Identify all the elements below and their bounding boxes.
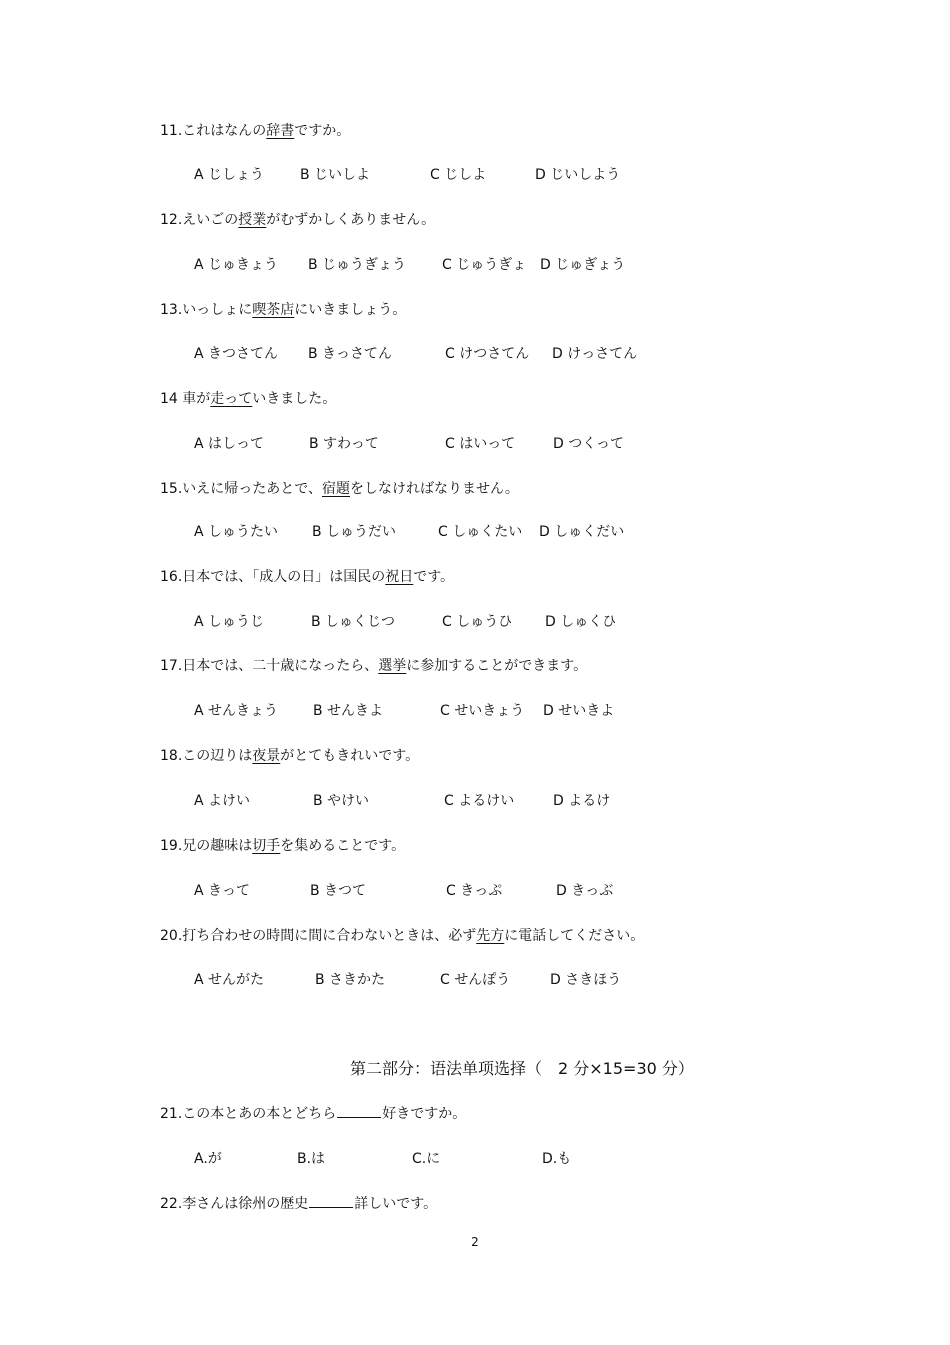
- option-d: D よるけ: [553, 793, 611, 809]
- question-text: に電話してください。: [504, 928, 645, 944]
- answer-blank: [309, 1193, 353, 1208]
- option-b: B しゅうだい: [312, 524, 397, 540]
- question-14: [160, 389, 336, 409]
- question-text: をしなければなりません。: [349, 481, 519, 497]
- option-c: C せんぽう: [440, 972, 511, 988]
- option-d: D.も: [542, 1151, 572, 1167]
- option-b: B きっさてん: [308, 346, 393, 362]
- question-17: [160, 656, 587, 676]
- option-a: A じゅきょう: [194, 257, 279, 273]
- question-text: にいきましょう。: [294, 302, 407, 318]
- underlined-word: 喫茶店: [252, 302, 295, 318]
- option-b: B.は: [297, 1151, 326, 1167]
- answer-blank: [337, 1103, 381, 1118]
- option-c: C じしよ: [430, 167, 487, 183]
- option-d: D しゅくひ: [545, 614, 617, 630]
- option-d: D じいしよう: [535, 167, 621, 183]
- option-a: A はしって: [194, 436, 265, 452]
- question-text: 11.これはなんの: [160, 123, 267, 139]
- question-11: [160, 121, 350, 141]
- question-text: に参加することができます。: [406, 658, 588, 674]
- option-c: C しゅくたい: [438, 524, 523, 540]
- question-text: 好きですか。: [382, 1106, 467, 1122]
- question-13: [160, 300, 406, 320]
- question-text: 17.日本では、二十歳になったら、: [160, 658, 379, 674]
- underlined-word: 選挙: [378, 658, 407, 674]
- underlined-word: 授業: [238, 212, 267, 228]
- option-d: D きっぶ: [556, 883, 614, 899]
- option-b: B さきかた: [315, 972, 386, 988]
- option-c: C じゅうぎょ: [442, 257, 527, 273]
- option-a: A せんきょう: [194, 703, 279, 719]
- underlined-word: 切手: [252, 838, 281, 854]
- page-number: 2: [471, 1235, 479, 1249]
- option-c: C よるけい: [444, 793, 515, 809]
- question-text: いきました。: [252, 391, 337, 407]
- option-c: C はいって: [445, 436, 516, 452]
- option-a: A しゅうたい: [194, 524, 279, 540]
- question-text: がとてもきれいです。: [280, 748, 420, 764]
- option-b: B じいしよ: [300, 167, 371, 183]
- question-text: 15.いえに帰ったあとで、: [160, 481, 322, 497]
- question-text: を集めることです。: [280, 838, 406, 854]
- option-c: C けつさてん: [445, 346, 530, 362]
- option-c: C きっぷ: [446, 883, 503, 899]
- option-a: A じしょう: [194, 167, 265, 183]
- option-b: B じゅうぎょう: [308, 257, 407, 273]
- question-text: 詳しいです。: [354, 1196, 438, 1212]
- question-20: [160, 926, 644, 946]
- option-d: D けっさてん: [552, 346, 638, 362]
- option-a: A せんがた: [194, 972, 265, 988]
- question-text: 13.いっしょに: [160, 302, 253, 318]
- underlined-word: 先方: [476, 928, 505, 944]
- question-text: ですか。: [294, 123, 351, 139]
- underlined-word: 夜景: [252, 748, 281, 764]
- question-19: [160, 836, 405, 856]
- option-b: B せんきよ: [313, 703, 384, 719]
- underlined-word: 辞書: [266, 123, 295, 139]
- question-21: [160, 1103, 466, 1124]
- option-a: A よけい: [194, 793, 251, 809]
- option-b: B しゅくじつ: [311, 614, 396, 630]
- question-16: [160, 567, 454, 587]
- question-text: がむずかしくありません。: [266, 212, 436, 228]
- question-text: 16.日本では、「成人の日」は国民の: [160, 569, 386, 585]
- option-a: A しゅうじ: [194, 614, 265, 630]
- question-22: [160, 1193, 437, 1214]
- option-b: B やけい: [313, 793, 370, 809]
- option-c: C せいきょう: [440, 703, 525, 719]
- option-d: D せいきよ: [543, 703, 615, 719]
- underlined-word: 宿題: [321, 481, 350, 497]
- option-a: A きつさてん: [194, 346, 279, 362]
- question-text: 21.この本とあの本とどちら: [160, 1106, 337, 1122]
- section-title: 第二部分：语法单项选择（ 2 分×15=30 分）: [350, 1059, 694, 1078]
- option-d: D さきほう: [550, 972, 622, 988]
- option-d: D しゅくだい: [539, 524, 625, 540]
- underlined-word: 走って: [210, 391, 253, 407]
- question-15: [160, 479, 519, 499]
- option-d: D じゅぎょう: [540, 257, 626, 273]
- option-c: C.に: [412, 1151, 441, 1167]
- option-a: A.が: [194, 1151, 222, 1167]
- option-a: A きって: [194, 883, 251, 899]
- underlined-word: 祝日: [385, 569, 414, 585]
- question-18: [160, 746, 419, 766]
- option-d: D つくって: [553, 436, 624, 452]
- question-text: 12.えいごの: [160, 212, 239, 228]
- option-b: B すわって: [309, 436, 379, 452]
- option-c: C しゅうひ: [442, 614, 513, 630]
- question-12: [160, 210, 435, 230]
- question-text: 22.李さんは徐州の歴史: [160, 1196, 309, 1212]
- option-b: B きつて: [310, 883, 367, 899]
- question-text: です。: [413, 569, 455, 585]
- question-text: 19.兄の趣味は: [160, 838, 253, 854]
- question-text: 18.この辺りは: [160, 748, 253, 764]
- question-text: 20.打ち合わせの時間に間に合わないときは、必ず: [160, 928, 477, 944]
- question-text: 14 車が: [160, 391, 211, 407]
